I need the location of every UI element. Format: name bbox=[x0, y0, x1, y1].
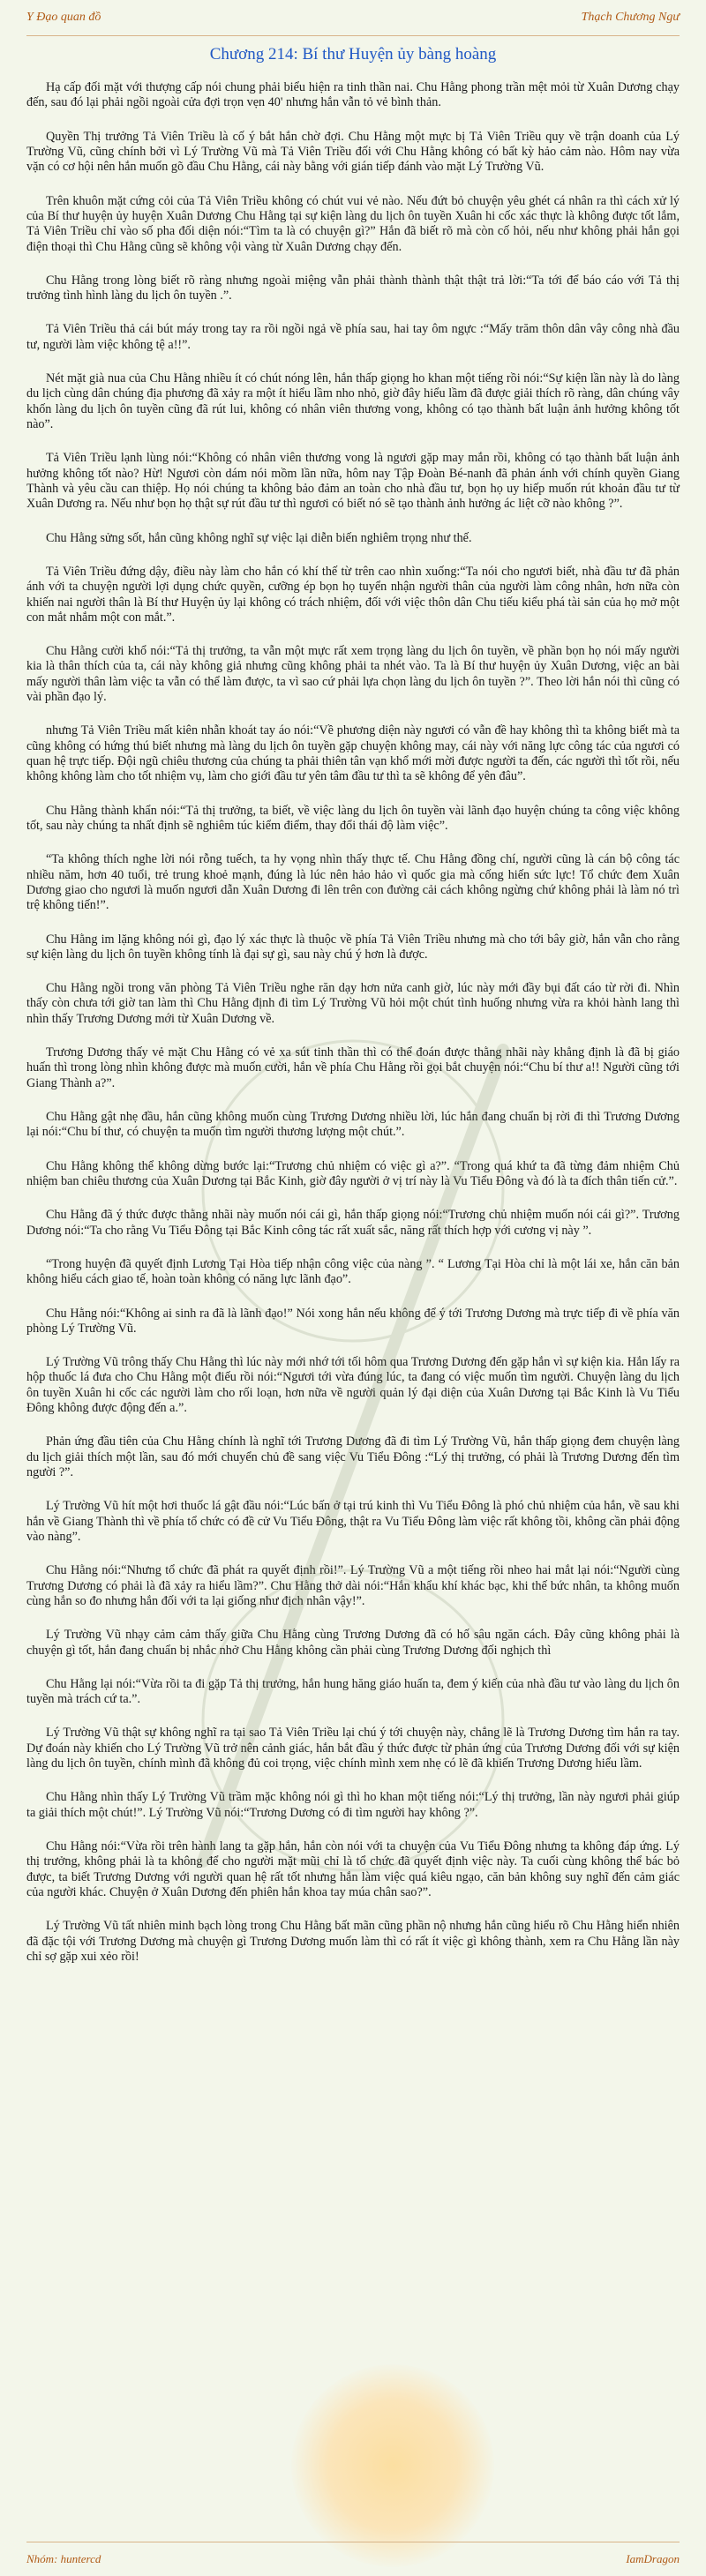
paragraph: Trương Dương thấy vẻ mặt Chu Hằng có vẻ xa sút tinh thần thì có thể đoán được thằng nhãi này khẳng định là đã bị giáo huấn thì trong lòng nhìn không được mà muốn cười, hắn về phía Chu Hằng rồi gọi bắt chuyện nói:“Chu bí thư a!! Người cũng tới Giang Thành a?”. bbox=[26, 1045, 680, 1090]
paragraph: Tả Viên Triều lạnh lùng nói:“Không có nhân viên thương vong là ngươi gặp may mắn rồi, không có tạo thành bất luận ảnh hưởng không tốt nào? Hừ! Ngươi còn dám nói mồm lần nữa, hôm nay Tập Đoàn Bé-nanh đã phản ánh với chính quyền Giang Thành và yêu cầu can thiệp. Họ nói chúng ta không bảo đảm an toàn cho nhà đầu tư, bọn họ uy hiếp muốn rút khoản đầu tư từ Xuân Dương ra. Nếu như bọn họ thật sự rút đầu tư thì ngươi có biết nó sẽ tạo thành ảnh hưởng ác liệt cỡ nào không ?”. bbox=[26, 451, 680, 512]
logo-glow bbox=[291, 2364, 494, 2567]
paragraph: Lý Trường Vũ trông thấy Chu Hằng thì lúc này mới nhớ tới tối hôm qua Trương Dương đến gặp hắn vì sự kiện kia. Hắn lấy ra hộp thuốc lá đưa cho Chu Hằng một điếu rồi nói:“Ngươi tới vừa đúng lúc, ta đang có việc muốn tìm người. Chuyện làng du lịch ôn tuyền Xuân hi cốc các người làm cho rối loạn, hơn nữa về người quản lý đại diện của Xuân Dương tại Bắc Kinh là Vu Tiểu Đông không được động đến a.”. bbox=[26, 1355, 680, 1416]
paragraph: Hạ cấp đối mặt với thượng cấp nói chung phải biểu hiện ra tinh thần nai. Chu Hằng phong trần mệt mỏi từ Xuân Dương chạy đến, sau đó lại phải ngồi ngoài cửa đợi trọn vẹn 40' nhưng hắn vẫn tỏ vẻ bình thản. bbox=[26, 80, 680, 110]
paragraph: Chu Hằng nhìn thấy Lý Trường Vũ trầm mặc không nói gì thì ho khan một tiếng nói:“Lý thị trưởng, lần này ngươi phải giúp ta giải thích một chút!”. Lý Trường Vũ nói:“Trương Dương có đi tìm người hay không ?”. bbox=[26, 1790, 680, 1820]
paragraph: Lý Trường Vũ thật sự không nghĩ ra tại sao Tả Viên Triều lại chú ý tới chuyện này, chẳng lẽ là Trương Dương tìm hắn ra tay. Dự đoán này khiến cho Lý Trường Vũ trở nên cảnh giác, hắn bắt đầu ý thức được từ phản ứng của Trương Dương đối với sự kiện làng du lịch ôn tuyền, chính mình đã không đủ coi trọng, việc chính mình xem nhẹ có lẽ đã khiến Trương Dương hiểu lầm. bbox=[26, 1726, 680, 1771]
chapter-body bbox=[26, 80, 680, 1965]
paragraph: nhưng Tả Viên Triều mất kiên nhẫn khoát tay áo nói:“Về phương diện này ngươi có vẫn đề hay không thì ta không biết mà ta cũng không có hứng thú biết nhưng mà làng du lịch ôn tuyền gặp chuyện không may, cái này với năng lực công tác của ngươi có quan hệ trực tiếp. Đội ngũ chiêu thương của chúng ta phải thiên tân vạn khổ mới mời được người ta đến, các người thì tốt rồi, nếu không không làm cho tốt nhiệm vụ, làm cho giới đầu tư yên tâm đầu tư thì ta sẽ không để yên đâu”. bbox=[26, 723, 680, 784]
paragraph: Phản ứng đầu tiên của Chu Hằng chính là nghĩ tới Trương Dương đã đi tìm Lý Trường Vũ, hắn thấp giọng đem chuyện làng du lịch giải thích một lần, sau đó mới chuyển chủ đề sang việc Vu Tiểu Đông :“Lý thị trưởng, có phải là Trương Dương đến tìm người ?”. bbox=[26, 1434, 680, 1479]
translator-name: IamDragon bbox=[626, 2552, 680, 2565]
paragraph: Lý Trường Vũ tất nhiên minh bạch lòng trong Chu Hằng bất mãn cũng phần nộ nhưng hắn cũng hiểu rõ Chu Hằng hiển nhiên đã đặc tội với Trương Dương mà chuyện gì Trương Dương muốn làm thì có rất ít việc gì không thành, xem ra Chu Hằng lần này chỉ sợ gặp xui xẻo rồi! bbox=[26, 1919, 680, 1964]
paragraph: Chu Hằng ngồi trong văn phòng Tả Viên Triều nghe răn dạy hơn nửa canh giờ, lúc này mới đầy bụi đất cáo từ rời đi. Nhìn thấy còn chưa tới giờ tan làm thì Chu Hằng định đi tìm Lý Trường Vũ hỏi một chút tình huống nhưng vừa ra khỏi hành lang thì nhìn thấy Trương Dương mới từ Xuân Dương về. bbox=[26, 981, 680, 1026]
paragraph: Chu Hằng lại nói:“Vừa rồi ta đi gặp Tả thị trưởng, hắn hung hăng giáo huấn ta, đem ý kiến của nhà đầu tư vào làng du lịch ôn tuyền mà trách cứ ta.”. bbox=[26, 1676, 680, 1707]
paragraph: Chu Hằng gật nhẹ đầu, hắn cũng không muốn cùng Trương Dương nhiều lời, lúc hắn đang chuẩn bị rời đi thì Trương Dương lại nói:“Chu bí thư, có chuyện ta muốn tìm người thương lượng một chút.”. bbox=[26, 1110, 680, 1140]
paragraph: Tả Viên Triều đứng dậy, điều này làm cho hắn có khí thế từ trên cao nhìn xuống:“Ta nói cho ngươi biết, nhà đầu tư đã phản ánh với ta chuyện người lợi dụng chức quyền, cưỡng ép bọn họ tuyển nhận người thân của người làm công nhân, hơn nữa còn khiến nai người thân là Bí thư Huyện ủy lại không có trách nhiệm, đối với việc thôn dân Chu tiếu kiểu phá tài sản của họ mở một con mắt nhắm một con mắt.”. bbox=[26, 564, 680, 625]
paragraph: Chu Hằng im lặng không nói gì, đạo lý xác thực là thuộc về phía Tả Viên Triều nhưng mà cho tới bây giờ, hắn vẫn cho rằng sự kiện làng du lịch ôn tuyền không tính là đại sự gì, sau này chú ý hơn là được. bbox=[26, 932, 680, 962]
paragraph: Chu Hằng đã ý thức được thằng nhãi này muốn nói cái gì, hắn thấp giọng nói:“Trương chủ nhiệm muốn nói cái gì?”. Trương Dương nói:“Ta cho rằng Vu Tiểu Đông tại Bắc Kinh công tác rất xuất sắc, năng rất thích hợp với cương vị này ”. bbox=[26, 1208, 680, 1238]
paragraph: Chu Hằng thành khẩn nói:“Tả thị trưởng, ta biết, về việc làng du lịch ôn tuyền vài lãnh đạo huyện chúng ta công việc không tốt, sau này chúng ta nhất định sẽ nghiêm túc kiểm điểm, thay đổi thái độ làm việc”. bbox=[26, 803, 680, 833]
paragraph: Chu Hằng nói:“Không ai sinh ra đã là lãnh đạo!” Nói xong hắn nếu không để ý tới Trương Dương mà trực tiếp đi về phía văn phòng Lý Trường Vũ. bbox=[26, 1306, 680, 1336]
paragraph: Chu Hằng nói:“Vừa rồi trên hành lang ta gặp hắn, hắn còn nói với ta chuyện của Vu Tiểu Đông nhưng ta không đáp ứng. Lý thị trưởng, không phải là ta không để cho người mặt mũi chỉ là tổ chức đã quyết định việc này. Ta cuối cùng không thể bác bỏ được, ta biết Trương Dương với người quan hệ rất tốt nhưng hắn làm việc quá kiêu ngạo, căn bản không suy nghĩ đến cảm giác của người khác. Chuyện ở Xuân Dương đến phiên hắn khoa tay múa chân sao?”. bbox=[26, 1839, 680, 1899]
author-name: Thạch Chương Ngư bbox=[581, 11, 680, 24]
paragraph: “Ta không thích nghe lời nói rỗng tuếch, ta hy vọng nhìn thấy thực tế. Chu Hằng đồng chí, người cũng là cán bộ công tác nhiều năm, hơn 40 tuổi, trẻ trung khoẻ mạnh, đúng là lúc nên hảo hảo vì quốc gia mà cống hiến sức lực! Tổ chức đem Xuân Dương giao cho ngươi là muốn ngươi dẫn Xuân Dương đi lên trên con đường cải cách không ngừng chứ không phải là làm nó trì trệ không tiến!”. bbox=[26, 852, 680, 913]
paragraph: Chu Hằng cười khổ nói:“Tả thị trưởng, ta vẫn một mực rất xem trọng làng du lịch ôn tuyền, về phần bọn họ nói mấy người kia là thân thích của ta, cái này không giả nhưng cũng không phải ta nhét vào. Ta là Bí thư huyện ủy Xuân Dương, việc an bài mấy người thân làm việc ta vẫn có thể làm được, ta vì sao cứ phải lựa chọn làng du lịch ôn tuyền ?”. Theo lời hắn nói thì cũng có vài phần đạo lý. bbox=[26, 644, 680, 705]
paragraph: Tả Viên Triều thả cái bút máy trong tay ra rồi ngồi ngả về phía sau, hai tay ôm ngực :“Mấy trăm thôn dân vây công nhà đầu tư, người làm việc không tệ a!!”. bbox=[26, 322, 680, 352]
paragraph: Lý Trường Vũ nhạy cảm cảm thấy giữa Chu Hằng cùng Trương Dương đã có hố sâu ngăn cách. Đây cũng không phải là chuyện gì tốt, hắn đang chuẩn bị nhắc nhở Chu Hằng không cần phải cùng Trương Dương đối nghịch thì bbox=[26, 1628, 680, 1658]
paragraph: “Trong huyện đã quyết định Lương Tại Hòa tiếp nhận công việc của nàng ”. “ Lương Tại Hòa chỉ là một lái xe, hắn căn bản không hiểu cách giao tế, hoàn toàn không có năng lực lãnh đạo”. bbox=[26, 1256, 680, 1287]
page-header bbox=[26, 0, 680, 36]
paragraph: Chu Hằng không thể không dừng bước lại:“Trương chủ nhiệm có việc gì a?”. “Trong quá khứ ta đã từng đảm nhiệm Chủ nhiệm ban chiêu thương của Xuân Dương tại Bắc Kinh, giờ đây người ở vị trí này là Vu Tiểu Đông và đó là ta đích thân tiến cử.”. bbox=[26, 1158, 680, 1188]
paragraph: Trên khuôn mặt cứng cỏi của Tả Viên Triều không có chút vui vẻ nào. Nếu đứt bỏ chuyện yêu ghét cá nhân ra thì cách xử lý của Bí thư huyện ủy huyện Xuân Dương Chu Hằng tại sự kiện làng du lịch ôn tuyền Xuân hi cốc xác thực là không được tốt lắm, Tả Viên Triều chỉ vào số pha đối diện nói:“Tìm ta là có chuyện gì?” Hắn đã biết rõ mà còn cố hỏi, nếu như không phải hắn gọi điện thoại thì Chu Hằng cũng sẽ không vội vàng từ Xuân Dương chạy đến. bbox=[26, 193, 680, 254]
group-name: Nhóm: huntercd bbox=[26, 2552, 101, 2565]
book-title: Y Đạo quan đồ bbox=[26, 11, 101, 24]
paragraph: Lý Trường Vũ hít một hơi thuốc lá gật đầu nói:“Lúc bấn ở tại trú kinh thì Vu Tiểu Đông là phó chủ nhiệm của hắn, về sau khi hắn về Giang Thành thì về phía tổ chức có đề cử Vu Tiểu Đông, thật ra Vu Tiểu Đông làm việc rất không tồi, không cần phải động vào nàng”. bbox=[26, 1499, 680, 1544]
paragraph: Chu Hằng trong lòng biết rõ ràng nhưng ngoài miệng vẫn phải thành thành thật thật trả lời:“Ta tới để báo cáo với Tả thị trưởng tình hình làng du lịch ôn tuyền .”. bbox=[26, 273, 680, 303]
paragraph: Nét mặt già nua của Chu Hằng nhiều ít có chút nóng lên, hắn thấp giọng ho khan một tiếng rồi nói:“Sự kiện lần này là do làng du lịch cùng dân chúng địa phương đã xảy ra một ít hiểu lầm nho nhỏ, giờ đây hiểu lầm đã được giải thích rõ ràng, dân chúng vây khốn làng du lịch ôn tuyền cũng đã rút lui, không có nhân viên thương vong, không có tạo thành bất luận ảnh hưởng không tốt nào”. bbox=[26, 371, 680, 431]
paragraph: Chu Hằng sửng sốt, hắn cũng không nghĩ sự việc lại diễn biến nghiêm trọng như thế. bbox=[46, 530, 472, 545]
chapter-title: Chương 214: Bí thư Huyện ủy bàng hoàng bbox=[209, 45, 497, 64]
paragraph: Quyền Thị trưởng Tả Viên Triều là cố ý bắt hắn chờ đợi. Chu Hằng một mực bị Tả Viên Triều quy về trận doanh của Lý Trường Vũ, cũng chính bởi vì Lý Trường Vũ mà Tả Viên Triều đối với Chu Hằng không có bất kỳ hảo cảm nào. Hôm nay vừa vặn có cơ hội nên hắn muốn gõ đầu Chu Hằng, cái này bằng với gián tiếp đánh vào mặt Lý Trường Vũ. bbox=[26, 129, 680, 175]
page-footer bbox=[26, 2542, 680, 2576]
paragraph: Chu Hằng nói:“Nhưng tổ chức đã phát ra quyết định rồi!”. Lý Trường Vũ a một tiếng rồi nheo hai mắt lại nói:“Người cùng Trương Dương có phải là đã xảy ra hiểu lầm?”. Chu Hằng thở dài nói:“Hắn khẩu khí khác bạc, khi thế bức nhân, ta không muốn cùng hắn so đo nhưng hắn đối với ta lại giống như địch nhân vậy!”. bbox=[26, 1563, 680, 1608]
